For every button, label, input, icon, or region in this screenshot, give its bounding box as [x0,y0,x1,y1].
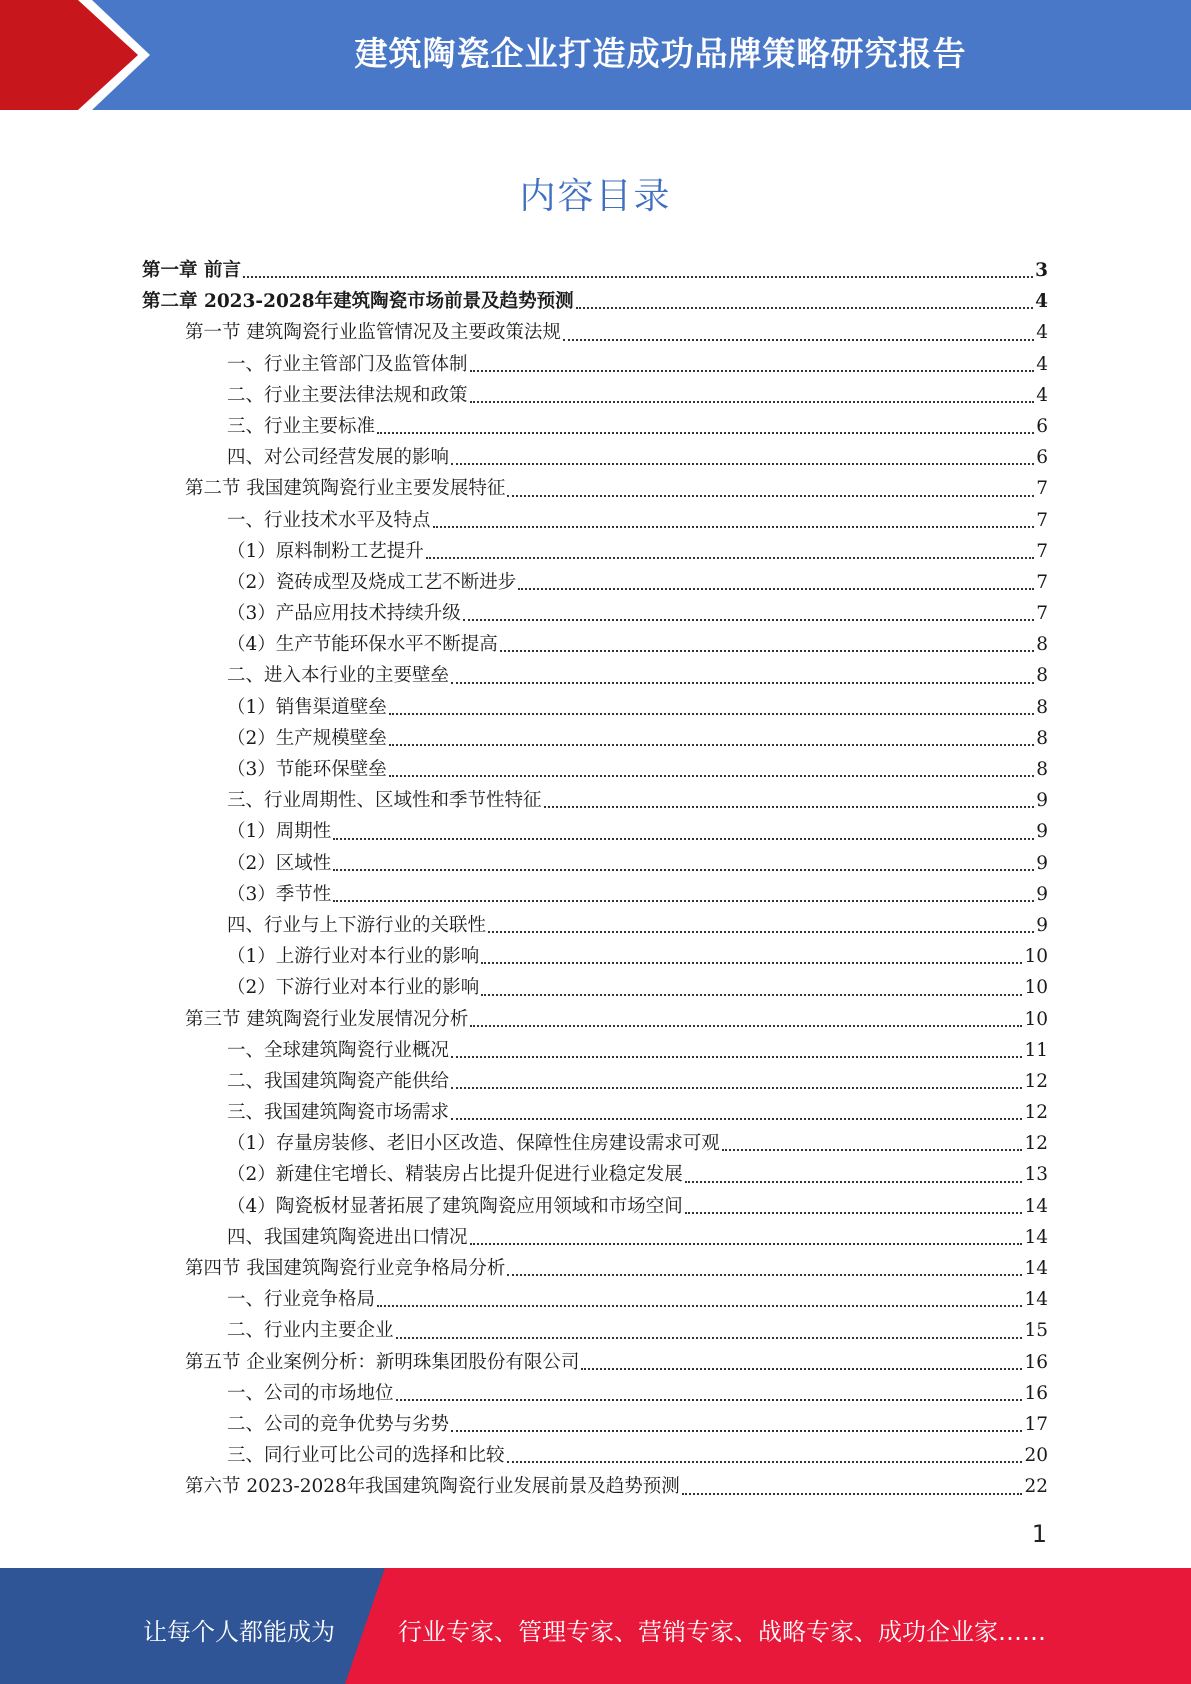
toc-entry-page: 8 [1036,727,1048,749]
toc-entry-page: 12 [1024,1133,1048,1155]
toc-entry-page: 4 [1036,322,1048,344]
toc-entry[interactable] [142,848,1048,879]
toc-dot-leader [451,1430,1022,1432]
toc-dot-leader [481,994,1022,996]
toc-dot-leader [682,1493,1023,1495]
toc-entry[interactable] [142,754,1048,785]
toc-entry-title: 第四节 我国建筑陶瓷行业竞争格局分析 [185,1258,506,1279]
toc-entry-page: 16 [1024,1382,1048,1404]
toc-dot-leader [488,931,1034,933]
toc-entry-title: 四、行业与上下游行业的关联性 [227,914,487,936]
toc-entry[interactable] [142,442,1048,473]
toc-entry[interactable] [142,1409,1048,1440]
toc-dot-leader [451,1056,1022,1058]
toc-entry-title: （3）产品应用技术持续升级 [227,603,461,625]
footer-band [0,1568,1191,1684]
toc-dot-leader [463,619,1034,621]
toc-entry[interactable] [142,380,1048,411]
toc-entry[interactable] [142,1440,1048,1471]
toc-entry[interactable] [142,1191,1048,1222]
toc-dot-leader [451,682,1034,684]
toc-entry-page: 9 [1036,883,1048,905]
toc-entry-page: 4 [1036,353,1048,375]
toc-entry[interactable] [142,1347,1048,1378]
toc-entry[interactable] [142,785,1048,816]
toc-entry-page: 9 [1036,790,1048,812]
toc-entry-title: （4）陶瓷板材显著拓展了建筑陶瓷应用领域和市场空间 [227,1195,683,1217]
toc-dot-leader [433,526,1035,528]
toc-entry-page: 17 [1024,1413,1048,1435]
toc-entry-title: 第一章 前言 [142,260,241,281]
toc-entry[interactable] [142,1253,1048,1284]
toc-entry-title: 第二章 2023-2028年建筑陶瓷市场前景及趋势预测 [142,291,574,313]
toc-dot-leader [544,806,1035,808]
toc-entry-title: 一、行业主管部门及监管体制 [227,353,468,375]
toc-entry[interactable] [142,286,1048,317]
toc-entry-title: 第二节 我国建筑陶瓷行业主要发展特征 [185,478,506,500]
toc-entry-title: 一、行业技术水平及特点 [227,509,431,531]
toc-dot-leader [243,276,1033,278]
footer-slogan-right: 行业专家、管理专家、营销专家、战略专家、成功企业家…… [398,1618,1046,1646]
toc-entry-page: 14 [1024,1195,1048,1217]
toc-entry[interactable] [142,255,1048,286]
toc-entry-title: 三、我国建筑陶瓷市场需求 [227,1102,450,1124]
toc-dot-leader [389,775,1034,777]
toc-entry[interactable] [142,879,1048,910]
toc-entry[interactable] [142,536,1048,567]
toc-entry-page: 11 [1024,1039,1048,1061]
toc-entry-title: （2）瓷砖成型及烧成工艺不断进步 [227,571,517,593]
toc-entry-page: 8 [1036,634,1048,656]
footer-slogan-left: 让每个人都能成为 [143,1618,335,1646]
toc-dot-leader [396,1337,1023,1339]
toc-dot-leader [396,1399,1023,1401]
toc-entry-title: 二、进入本行业的主要壁垒 [227,665,450,687]
toc-dot-leader [389,713,1034,715]
toc-entry-page: 13 [1024,1164,1048,1186]
toc-entry[interactable] [142,349,1048,380]
toc-entry-page: 12 [1024,1070,1048,1092]
toc-heading: 内容目录 [519,176,672,217]
toc-entry[interactable] [142,692,1048,723]
toc-entry[interactable] [142,1315,1048,1346]
toc-entry-page: 8 [1036,759,1048,780]
toc-dot-leader [470,1025,1022,1027]
toc-entry-page: 10 [1024,977,1048,999]
toc-dot-leader [333,869,1034,871]
toc-entry-page: 6 [1036,415,1048,437]
header-band [0,0,1191,110]
toc-dot-leader [451,1087,1022,1089]
toc-dot-leader [685,1181,1023,1183]
toc-entry-page: 7 [1036,478,1048,500]
toc-entry-page: 6 [1036,447,1048,469]
toc-dot-leader [470,370,1035,372]
toc-entry[interactable] [142,598,1048,629]
toc-entry-page: 7 [1036,509,1048,531]
toc-entry[interactable] [142,1004,1048,1035]
toc-dot-leader [333,900,1034,902]
toc-entry-title: 四、我国建筑陶瓷进出口情况 [227,1226,468,1248]
toc-entry[interactable] [142,660,1048,691]
toc-entry-page: 10 [1024,1008,1048,1030]
toc-entry-title: （1）周期性 [227,821,332,843]
toc-entry-title: 三、同行业可比公司的选择和比较 [227,1445,505,1467]
toc-entry-title: 三、行业周期性、区域性和季节性特征 [227,790,542,812]
toc-entry-title: 一、全球建筑陶瓷行业概况 [227,1039,450,1061]
toc-entry[interactable] [142,629,1048,660]
toc-dot-leader [563,339,1034,341]
toc-entry[interactable] [142,1097,1048,1128]
toc-dot-leader [518,588,1034,590]
toc-entry-title: 四、对公司经营发展的影响 [227,447,450,469]
toc-dot-leader [576,307,1034,309]
toc-entry-title: 三、行业主要标准 [227,415,376,437]
toc-entry-title: 二、行业主要法律法规和政策 [227,384,468,406]
toc-entry-title: 二、我国建筑陶瓷产能供给 [227,1070,450,1092]
header-chevron-icon [0,0,160,110]
toc-entry[interactable] [142,910,1048,941]
toc-entry[interactable] [142,1378,1048,1409]
toc-entry[interactable] [142,1159,1048,1190]
toc-entry-title: （3）季节性 [227,883,332,905]
toc-entry-title: 一、行业竞争格局 [227,1289,376,1311]
toc-entry-page: 14 [1024,1289,1048,1311]
toc-entry-title: 二、公司的竞争优势与劣势 [227,1413,450,1435]
toc-entry-page: 22 [1024,1476,1048,1498]
toc-dot-leader [507,495,1034,497]
toc-dot-leader [451,463,1034,465]
toc-entry-title: 二、行业内主要企业 [227,1320,394,1342]
toc-entry-page: 8 [1036,665,1048,687]
toc-entry-title: （4）生产节能环保水平不断提高 [227,634,498,656]
toc-entry-title: 第五节 企业案例分析：新明珠集团股份有限公司 [185,1351,580,1373]
toc-entry[interactable] [142,567,1048,598]
toc-dot-leader [377,1305,1022,1307]
toc-entry[interactable] [142,723,1048,754]
toc-entry[interactable] [142,1035,1048,1066]
toc-entry-title: （1）原料制粉工艺提升 [227,540,424,562]
toc-entry[interactable] [142,317,1048,348]
toc-entry-page: 10 [1024,946,1048,968]
toc-entry-page: 15 [1024,1320,1048,1342]
toc-entry-page: 9 [1036,821,1048,843]
toc-entry-title: （2）下游行业对本行业的影响 [227,977,480,999]
toc-entry-title: （2）区域性 [227,852,332,874]
toc-dot-leader [426,557,1034,559]
toc-entry-title: （1）销售渠道壁垒 [227,696,387,718]
toc-dot-leader [470,401,1035,403]
table-of-contents [142,255,1048,1503]
toc-entry[interactable] [142,1284,1048,1315]
toc-dot-leader [333,838,1034,840]
toc-entry-title: （1）上游行业对本行业的影响 [227,946,480,968]
toc-dot-leader [507,1461,1023,1463]
toc-entry-title: （1）存量房装修、老旧小区改造、保障性住房建设需求可观 [227,1133,720,1155]
toc-entry[interactable] [142,816,1048,847]
toc-entry-title: （2）新建住宅增长、精装房占比提升促进行业稳定发展 [227,1164,683,1186]
toc-entry-title: 第一节 建筑陶瓷行业监管情况及主要政策法规 [185,322,561,344]
toc-entry[interactable] [142,941,1048,972]
toc-entry[interactable] [142,473,1048,504]
toc-dot-leader [507,1274,1022,1276]
toc-entry-page: 3 [1035,260,1048,281]
toc-dot-leader [470,1243,1023,1245]
toc-entry-page: 16 [1024,1351,1048,1373]
toc-dot-leader [722,1149,1023,1151]
toc-entry[interactable] [142,972,1048,1003]
toc-entry-title: （2）生产规模壁垒 [227,727,387,749]
toc-entry-page: 20 [1024,1445,1048,1467]
toc-entry[interactable] [142,1128,1048,1159]
toc-entry-page: 14 [1024,1226,1048,1248]
toc-dot-leader [377,432,1034,434]
toc-dot-leader [581,1368,1022,1370]
toc-entry-page: 14 [1024,1258,1048,1279]
toc-entry-page: 9 [1036,914,1048,936]
toc-dot-leader [389,744,1034,746]
page-number: 1 [1031,1520,1047,1548]
toc-entry[interactable] [142,1222,1048,1253]
report-title: 建筑陶瓷企业打造成功品牌策略研究报告 [354,34,967,73]
toc-dot-leader [500,650,1034,652]
toc-dot-leader [481,962,1022,964]
toc-entry[interactable] [142,1471,1048,1502]
toc-entry[interactable] [142,1066,1048,1097]
toc-dot-leader [685,1212,1023,1214]
toc-entry-title: （3）节能环保壁垒 [227,759,387,780]
toc-entry-title: 一、公司的市场地位 [227,1382,394,1404]
toc-entry-title: 第六节 2023-2028年我国建筑陶瓷行业发展前景及趋势预测 [185,1476,680,1498]
toc-entry-page: 7 [1036,540,1048,562]
toc-entry[interactable] [142,505,1048,536]
toc-entry-page: 12 [1024,1102,1048,1124]
toc-entry[interactable] [142,411,1048,442]
toc-dot-leader [451,1118,1022,1120]
toc-entry-page: 9 [1036,852,1048,874]
toc-entry-page: 8 [1036,696,1048,718]
toc-entry-page: 4 [1035,291,1048,313]
toc-entry-page: 7 [1036,603,1048,625]
toc-entry-page: 7 [1036,571,1048,593]
toc-entry-page: 4 [1036,384,1048,406]
toc-entry-title: 第三节 建筑陶瓷行业发展情况分析 [185,1008,469,1030]
